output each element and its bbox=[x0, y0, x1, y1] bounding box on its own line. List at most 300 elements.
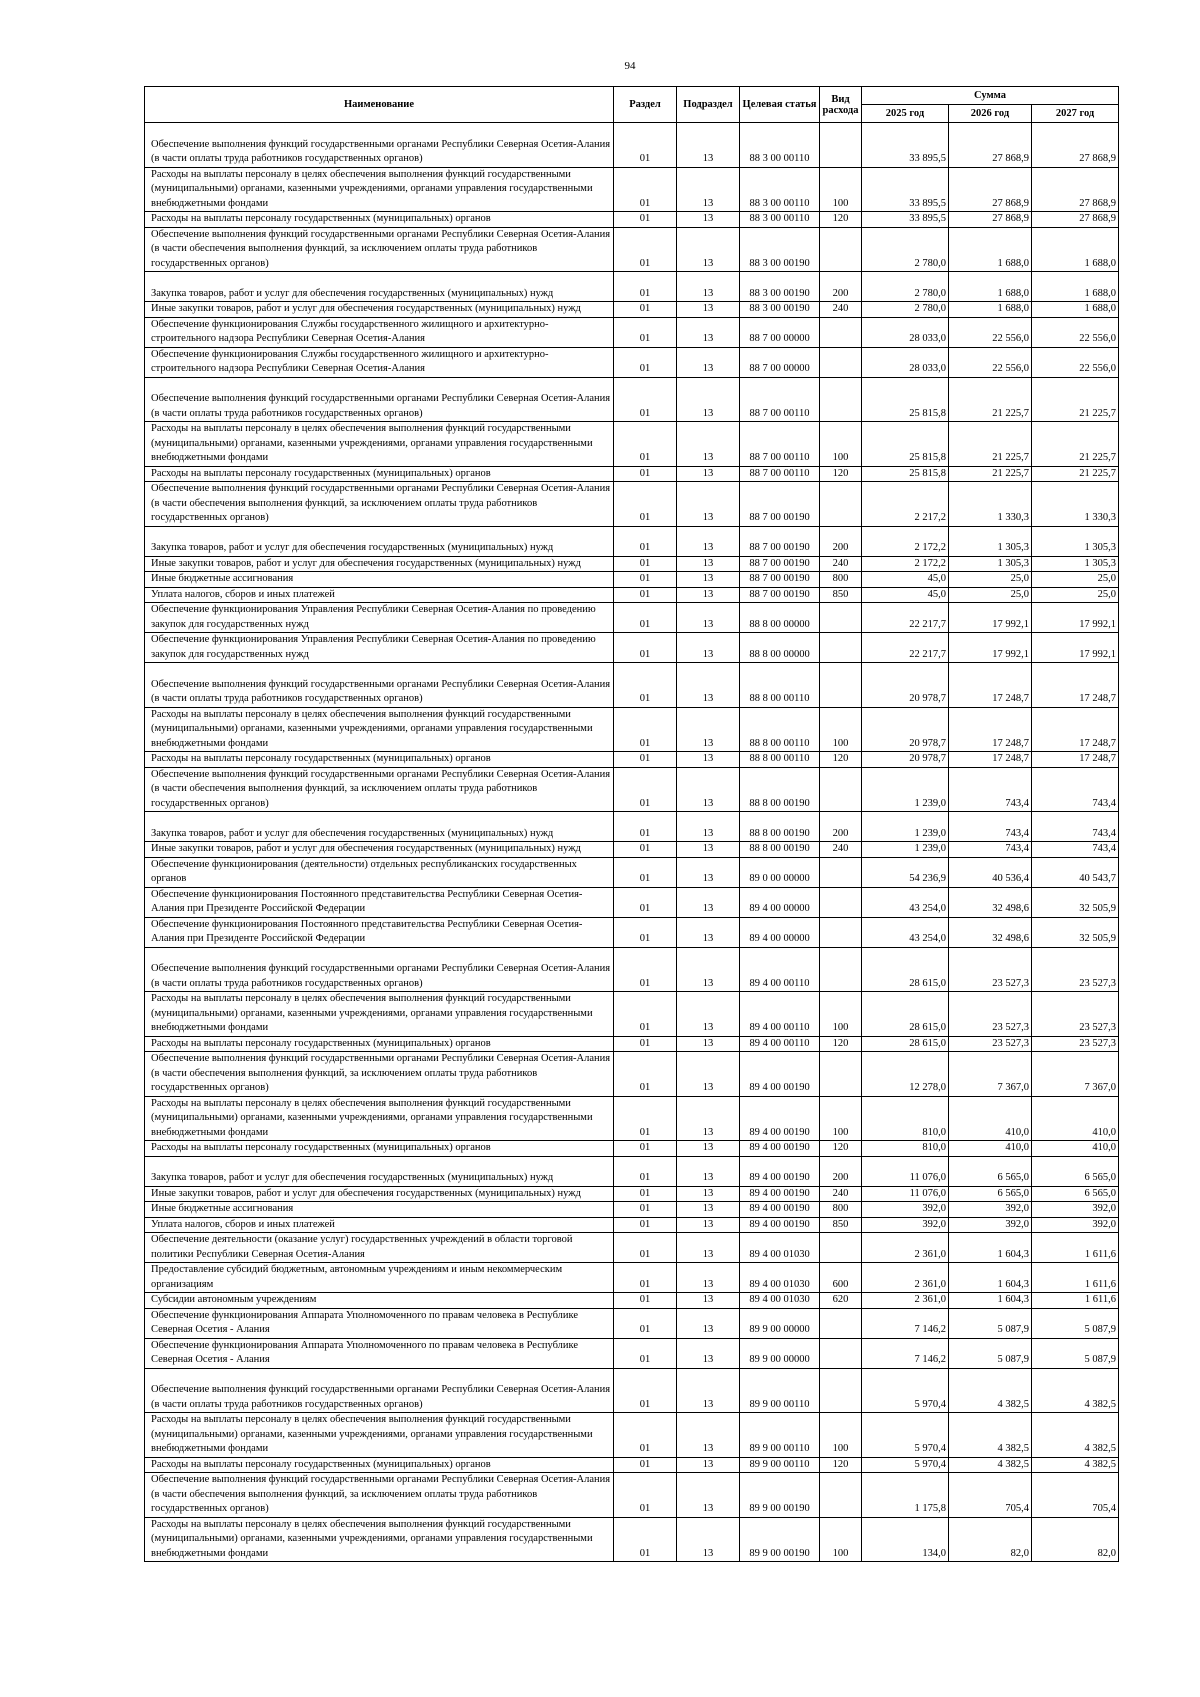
cell-2027: 23 527,3 bbox=[1032, 992, 1119, 1037]
cell-expense-type bbox=[820, 1338, 862, 1368]
cell-subsection: 13 bbox=[677, 1368, 740, 1413]
header-expense-type: Вид расхода bbox=[820, 87, 862, 123]
table-row bbox=[145, 1517, 1119, 1562]
cell-section: 01 bbox=[614, 812, 677, 842]
spacer bbox=[151, 272, 611, 287]
cell-expense-type bbox=[820, 1233, 862, 1263]
cell-target-article: 88 8 00 00000 bbox=[740, 633, 820, 663]
cell-2027: 25,0 bbox=[1032, 587, 1119, 603]
cell-target-article: 88 3 00 00190 bbox=[740, 272, 820, 302]
cell-expense-type: 100 bbox=[820, 167, 862, 212]
table-row bbox=[145, 1202, 1119, 1218]
cell-expense-type: 620 bbox=[820, 1293, 862, 1309]
cell-2026: 1 688,0 bbox=[949, 227, 1032, 272]
cell-2025: 54 236,9 bbox=[862, 857, 949, 887]
cell-expense-type bbox=[820, 917, 862, 947]
header-target-article: Целевая статья bbox=[740, 87, 820, 123]
cell-subsection: 13 bbox=[677, 812, 740, 842]
cell-2026: 1 330,3 bbox=[949, 482, 1032, 527]
cell-subsection: 13 bbox=[677, 663, 740, 708]
cell-text: Обеспечение выполнения функций государственными органами Республики Северная Осетия-Алания (в части оплаты труда работников государственных органов) bbox=[151, 678, 611, 704]
cell-2025: 810,0 bbox=[862, 1141, 949, 1157]
cell-2027: 40 543,7 bbox=[1032, 857, 1119, 887]
cell-2027: 17 248,7 bbox=[1032, 707, 1119, 752]
cell-2026: 1 305,3 bbox=[949, 556, 1032, 572]
cell-section: 01 bbox=[614, 1308, 677, 1338]
cell-name bbox=[145, 812, 614, 842]
header-sum: Сумма bbox=[862, 87, 1119, 105]
spacer bbox=[151, 1157, 611, 1172]
cell-section: 01 bbox=[614, 1457, 677, 1473]
cell-section: 01 bbox=[614, 1338, 677, 1368]
cell-target-article: 89 9 00 00190 bbox=[740, 1517, 820, 1562]
cell-expense-type: 120 bbox=[820, 1036, 862, 1052]
cell-target-article: 88 7 00 00110 bbox=[740, 466, 820, 482]
cell-text: Закупка товаров, работ и услуг для обеспечения государственных (муниципальных) нужд bbox=[151, 287, 554, 299]
cell-section: 01 bbox=[614, 123, 677, 168]
table-row bbox=[145, 752, 1119, 768]
cell-name: Расходы на выплаты персоналу в целях обеспечения выполнения функций государственными (муниципальными) органами, казенными учреждениями, органами управления государственными внебюджетными фондами bbox=[145, 1096, 614, 1141]
cell-expense-type: 600 bbox=[820, 1263, 862, 1293]
cell-target-article: 89 9 00 00110 bbox=[740, 1368, 820, 1413]
cell-2026: 27 868,9 bbox=[949, 123, 1032, 168]
cell-target-article: 88 3 00 00110 bbox=[740, 212, 820, 228]
cell-expense-type bbox=[820, 1308, 862, 1338]
cell-expense-type bbox=[820, 633, 862, 663]
cell-subsection: 13 bbox=[677, 1293, 740, 1309]
cell-name: Обеспечение функционирования Постоянного представительства Республики Северная Осетия-Алания при Президенте Российской Федерации bbox=[145, 887, 614, 917]
cell-section: 01 bbox=[614, 227, 677, 272]
table-row bbox=[145, 1368, 1119, 1413]
cell-2027: 392,0 bbox=[1032, 1217, 1119, 1233]
cell-2025: 12 278,0 bbox=[862, 1052, 949, 1097]
cell-subsection: 13 bbox=[677, 302, 740, 318]
cell-expense-type: 200 bbox=[820, 1156, 862, 1186]
cell-2025: 28 615,0 bbox=[862, 992, 949, 1037]
cell-subsection: 13 bbox=[677, 633, 740, 663]
cell-2027: 21 225,7 bbox=[1032, 422, 1119, 467]
cell-expense-type bbox=[820, 482, 862, 527]
cell-section: 01 bbox=[614, 1036, 677, 1052]
cell-subsection: 13 bbox=[677, 917, 740, 947]
cell-target-article: 89 4 00 00190 bbox=[740, 1141, 820, 1157]
cell-target-article: 89 4 00 00190 bbox=[740, 1156, 820, 1186]
cell-2026: 32 498,6 bbox=[949, 917, 1032, 947]
cell-section: 01 bbox=[614, 1473, 677, 1518]
cell-section: 01 bbox=[614, 1096, 677, 1141]
cell-2025: 45,0 bbox=[862, 587, 949, 603]
cell-expense-type: 120 bbox=[820, 466, 862, 482]
table-row bbox=[145, 227, 1119, 272]
cell-2026: 17 992,1 bbox=[949, 633, 1032, 663]
cell-2025: 7 146,2 bbox=[862, 1338, 949, 1368]
table-row bbox=[145, 123, 1119, 168]
cell-expense-type: 200 bbox=[820, 526, 862, 556]
cell-subsection: 13 bbox=[677, 767, 740, 812]
cell-subsection: 13 bbox=[677, 1186, 740, 1202]
cell-name: Обеспечение функционирования Службы государственного жилищного и архитектурно-строительного надзора Республики Северная Осетия-Алания bbox=[145, 347, 614, 377]
cell-2025: 2 217,2 bbox=[862, 482, 949, 527]
cell-target-article: 89 4 00 00000 bbox=[740, 917, 820, 947]
cell-subsection: 13 bbox=[677, 1473, 740, 1518]
spacer bbox=[151, 948, 611, 963]
cell-subsection: 13 bbox=[677, 1338, 740, 1368]
header-year-2026: 2026 год bbox=[949, 105, 1032, 123]
cell-subsection: 13 bbox=[677, 482, 740, 527]
table-row bbox=[145, 1338, 1119, 1368]
cell-2025: 1 175,8 bbox=[862, 1473, 949, 1518]
cell-target-article: 88 3 00 00190 bbox=[740, 227, 820, 272]
table-row bbox=[145, 272, 1119, 302]
table-row bbox=[145, 317, 1119, 347]
cell-expense-type bbox=[820, 123, 862, 168]
table-row bbox=[145, 556, 1119, 572]
cell-section: 01 bbox=[614, 317, 677, 347]
cell-expense-type: 200 bbox=[820, 812, 862, 842]
cell-2027: 5 087,9 bbox=[1032, 1338, 1119, 1368]
cell-target-article: 88 8 00 00190 bbox=[740, 812, 820, 842]
cell-section: 01 bbox=[614, 526, 677, 556]
cell-2027: 7 367,0 bbox=[1032, 1052, 1119, 1097]
cell-section: 01 bbox=[614, 556, 677, 572]
cell-expense-type bbox=[820, 947, 862, 992]
cell-name bbox=[145, 526, 614, 556]
cell-2026: 17 992,1 bbox=[949, 603, 1032, 633]
cell-section: 01 bbox=[614, 633, 677, 663]
cell-subsection: 13 bbox=[677, 167, 740, 212]
cell-subsection: 13 bbox=[677, 1457, 740, 1473]
cell-2027: 1 688,0 bbox=[1032, 227, 1119, 272]
cell-name: Обеспечение функционирования Управления Республики Северная Осетия-Алания по проведению закупок для государственных нужд bbox=[145, 633, 614, 663]
cell-subsection: 13 bbox=[677, 1263, 740, 1293]
cell-section: 01 bbox=[614, 466, 677, 482]
cell-expense-type: 240 bbox=[820, 842, 862, 858]
cell-2025: 20 978,7 bbox=[862, 752, 949, 768]
cell-2025: 25 815,8 bbox=[862, 466, 949, 482]
cell-target-article: 89 4 00 00190 bbox=[740, 1096, 820, 1141]
cell-section: 01 bbox=[614, 842, 677, 858]
cell-section: 01 bbox=[614, 857, 677, 887]
cell-subsection: 13 bbox=[677, 842, 740, 858]
table-row bbox=[145, 572, 1119, 588]
cell-2025: 2 361,0 bbox=[862, 1263, 949, 1293]
cell-name bbox=[145, 123, 614, 168]
spacer bbox=[151, 123, 611, 138]
cell-2026: 17 248,7 bbox=[949, 663, 1032, 708]
cell-2027: 392,0 bbox=[1032, 1202, 1119, 1218]
cell-subsection: 13 bbox=[677, 317, 740, 347]
table-row bbox=[145, 347, 1119, 377]
cell-2025: 392,0 bbox=[862, 1217, 949, 1233]
cell-2026: 410,0 bbox=[949, 1141, 1032, 1157]
table-row bbox=[145, 992, 1119, 1037]
cell-2027: 22 556,0 bbox=[1032, 317, 1119, 347]
cell-2026: 705,4 bbox=[949, 1473, 1032, 1518]
cell-2027: 6 565,0 bbox=[1032, 1156, 1119, 1186]
cell-subsection: 13 bbox=[677, 1096, 740, 1141]
table-row bbox=[145, 917, 1119, 947]
cell-2025: 1 239,0 bbox=[862, 812, 949, 842]
cell-2027: 27 868,9 bbox=[1032, 167, 1119, 212]
table-row bbox=[145, 1096, 1119, 1141]
cell-expense-type bbox=[820, 317, 862, 347]
cell-2026: 5 087,9 bbox=[949, 1308, 1032, 1338]
cell-2026: 6 565,0 bbox=[949, 1156, 1032, 1186]
cell-expense-type: 120 bbox=[820, 1141, 862, 1157]
cell-expense-type bbox=[820, 347, 862, 377]
header-name: Наименование bbox=[145, 87, 614, 123]
cell-target-article: 89 9 00 00190 bbox=[740, 1473, 820, 1518]
cell-expense-type: 100 bbox=[820, 707, 862, 752]
cell-name: Обеспечение функционирования Постоянного представительства Республики Северная Осетия-Алания при Президенте Российской Федерации bbox=[145, 917, 614, 947]
cell-2025: 810,0 bbox=[862, 1096, 949, 1141]
cell-2027: 1 305,3 bbox=[1032, 556, 1119, 572]
table-header bbox=[145, 87, 1119, 123]
cell-2026: 21 225,7 bbox=[949, 377, 1032, 422]
cell-target-article: 88 3 00 00110 bbox=[740, 123, 820, 168]
cell-2027: 25,0 bbox=[1032, 572, 1119, 588]
cell-section: 01 bbox=[614, 377, 677, 422]
table-row bbox=[145, 1217, 1119, 1233]
cell-subsection: 13 bbox=[677, 587, 740, 603]
cell-2026: 4 382,5 bbox=[949, 1368, 1032, 1413]
cell-2025: 33 895,5 bbox=[862, 212, 949, 228]
cell-subsection: 13 bbox=[677, 752, 740, 768]
cell-section: 01 bbox=[614, 1052, 677, 1097]
cell-2026: 17 248,7 bbox=[949, 752, 1032, 768]
cell-name: Субсидии автономным учреждениям bbox=[145, 1293, 614, 1309]
cell-2026: 6 565,0 bbox=[949, 1186, 1032, 1202]
cell-expense-type bbox=[820, 377, 862, 422]
cell-2027: 1 611,6 bbox=[1032, 1233, 1119, 1263]
cell-expense-type: 120 bbox=[820, 1457, 862, 1473]
cell-section: 01 bbox=[614, 1263, 677, 1293]
spacer bbox=[151, 527, 611, 542]
cell-2025: 5 970,4 bbox=[862, 1368, 949, 1413]
cell-target-article: 88 8 00 00110 bbox=[740, 752, 820, 768]
table-row bbox=[145, 857, 1119, 887]
cell-2026: 25,0 bbox=[949, 587, 1032, 603]
cell-2027: 82,0 bbox=[1032, 1517, 1119, 1562]
cell-subsection: 13 bbox=[677, 1517, 740, 1562]
cell-section: 01 bbox=[614, 1517, 677, 1562]
cell-2026: 743,4 bbox=[949, 812, 1032, 842]
cell-subsection: 13 bbox=[677, 1217, 740, 1233]
table-row bbox=[145, 526, 1119, 556]
cell-expense-type: 100 bbox=[820, 1096, 862, 1141]
cell-subsection: 13 bbox=[677, 1308, 740, 1338]
cell-section: 01 bbox=[614, 1368, 677, 1413]
cell-2025: 28 615,0 bbox=[862, 947, 949, 992]
cell-2025: 43 254,0 bbox=[862, 917, 949, 947]
cell-target-article: 88 7 00 00190 bbox=[740, 556, 820, 572]
cell-target-article: 88 8 00 00190 bbox=[740, 842, 820, 858]
cell-2026: 743,4 bbox=[949, 767, 1032, 812]
cell-name bbox=[145, 1368, 614, 1413]
cell-2027: 1 611,6 bbox=[1032, 1263, 1119, 1293]
cell-section: 01 bbox=[614, 767, 677, 812]
cell-section: 01 bbox=[614, 167, 677, 212]
cell-expense-type: 850 bbox=[820, 587, 862, 603]
cell-2025: 392,0 bbox=[862, 1202, 949, 1218]
cell-2027: 4 382,5 bbox=[1032, 1413, 1119, 1458]
cell-2025: 1 239,0 bbox=[862, 767, 949, 812]
cell-expense-type: 800 bbox=[820, 572, 862, 588]
cell-2025: 2 172,2 bbox=[862, 556, 949, 572]
cell-expense-type: 100 bbox=[820, 992, 862, 1037]
cell-2027: 1 688,0 bbox=[1032, 272, 1119, 302]
table-row bbox=[145, 587, 1119, 603]
cell-2025: 2 172,2 bbox=[862, 526, 949, 556]
cell-text: Закупка товаров, работ и услуг для обеспечения государственных (муниципальных) нужд bbox=[151, 542, 554, 553]
cell-expense-type bbox=[820, 857, 862, 887]
cell-2025: 11 076,0 bbox=[862, 1156, 949, 1186]
cell-2026: 25,0 bbox=[949, 572, 1032, 588]
cell-text: Обеспечение выполнения функций государственными органами Республики Северная Осетия-Алания (в части оплаты труда работников государственных органов) bbox=[151, 1384, 611, 1410]
cell-target-article: 88 7 00 00110 bbox=[740, 422, 820, 467]
table-row bbox=[145, 1293, 1119, 1309]
table-row bbox=[145, 1308, 1119, 1338]
cell-text: Обеспечение выполнения функций государственными органами Республики Северная Осетия-Алания (в части оплаты труда работников государственных органов) bbox=[151, 963, 611, 989]
cell-name: Обеспечение деятельности (оказание услуг) государственных учреждений в области торговой политики Республики Северная Осетия-Алания bbox=[145, 1233, 614, 1263]
cell-target-article: 89 4 00 00190 bbox=[740, 1052, 820, 1097]
cell-2025: 11 076,0 bbox=[862, 1186, 949, 1202]
table-row bbox=[145, 212, 1119, 228]
cell-name: Иные закупки товаров, работ и услуг для обеспечения государственных (муниципальных) нужд bbox=[145, 302, 614, 318]
cell-expense-type bbox=[820, 767, 862, 812]
cell-expense-type: 120 bbox=[820, 752, 862, 768]
cell-2027: 705,4 bbox=[1032, 1473, 1119, 1518]
cell-expense-type: 100 bbox=[820, 422, 862, 467]
cell-target-article: 89 4 00 01030 bbox=[740, 1263, 820, 1293]
table-row bbox=[145, 1413, 1119, 1458]
cell-2027: 4 382,5 bbox=[1032, 1368, 1119, 1413]
cell-2026: 1 604,3 bbox=[949, 1263, 1032, 1293]
cell-name: Иные закупки товаров, работ и услуг для обеспечения государственных (муниципальных) нужд bbox=[145, 1186, 614, 1202]
table-row bbox=[145, 767, 1119, 812]
cell-2027: 1 330,3 bbox=[1032, 482, 1119, 527]
cell-target-article: 89 9 00 00110 bbox=[740, 1457, 820, 1473]
cell-name: Расходы на выплаты персоналу в целях обеспечения выполнения функций государственными (муниципальными) органами, казенными учреждениями, органами управления государственными внебюджетными фондами bbox=[145, 707, 614, 752]
cell-2027: 743,4 bbox=[1032, 767, 1119, 812]
cell-2025: 134,0 bbox=[862, 1517, 949, 1562]
cell-2026: 392,0 bbox=[949, 1217, 1032, 1233]
header-subsection: Подраздел bbox=[677, 87, 740, 123]
cell-2027: 27 868,9 bbox=[1032, 212, 1119, 228]
header-section: Раздел bbox=[614, 87, 677, 123]
table-row bbox=[145, 482, 1119, 527]
cell-2027: 32 505,9 bbox=[1032, 887, 1119, 917]
cell-expense-type bbox=[820, 1368, 862, 1413]
cell-name: Расходы на выплаты персоналу государственных (муниципальных) органов bbox=[145, 1036, 614, 1052]
cell-expense-type bbox=[820, 1052, 862, 1097]
cell-text: Обеспечение выполнения функций государственными органами Республики Северная Осетия-Алания (в части оплаты труда работников государственных органов) bbox=[151, 393, 611, 419]
header-year-2027: 2027 год bbox=[1032, 105, 1119, 123]
cell-section: 01 bbox=[614, 1141, 677, 1157]
table-row bbox=[145, 887, 1119, 917]
cell-2027: 1 305,3 bbox=[1032, 526, 1119, 556]
cell-2026: 4 382,5 bbox=[949, 1413, 1032, 1458]
cell-2026: 23 527,3 bbox=[949, 947, 1032, 992]
cell-name: Обеспечение выполнения функций государственными органами Республики Северная Осетия-Алания (в части обеспечения выполнения функций, за исключением оплаты труда работников государственных органов) bbox=[145, 1052, 614, 1097]
cell-2025: 33 895,5 bbox=[862, 123, 949, 168]
cell-target-article: 89 9 00 00000 bbox=[740, 1338, 820, 1368]
cell-2025: 25 815,8 bbox=[862, 422, 949, 467]
cell-name: Обеспечение функционирования (деятельности) отдельных республиканских государственных органов bbox=[145, 857, 614, 887]
cell-section: 01 bbox=[614, 212, 677, 228]
cell-name: Иные закупки товаров, работ и услуг для обеспечения государственных (муниципальных) нужд bbox=[145, 842, 614, 858]
cell-2025: 33 895,5 bbox=[862, 167, 949, 212]
cell-section: 01 bbox=[614, 347, 677, 377]
table-row bbox=[145, 1233, 1119, 1263]
table-row bbox=[145, 167, 1119, 212]
table-row bbox=[145, 1052, 1119, 1097]
cell-2025: 2 780,0 bbox=[862, 272, 949, 302]
cell-target-article: 88 7 00 00190 bbox=[740, 526, 820, 556]
cell-2027: 21 225,7 bbox=[1032, 466, 1119, 482]
cell-2025: 2 780,0 bbox=[862, 302, 949, 318]
cell-2025: 28 033,0 bbox=[862, 317, 949, 347]
cell-2025: 43 254,0 bbox=[862, 887, 949, 917]
cell-subsection: 13 bbox=[677, 212, 740, 228]
cell-2025: 2 361,0 bbox=[862, 1233, 949, 1263]
cell-target-article: 88 8 00 00000 bbox=[740, 603, 820, 633]
cell-name: Расходы на выплаты персоналу государственных (муниципальных) органов bbox=[145, 1141, 614, 1157]
cell-name: Расходы на выплаты персоналу государственных (муниципальных) органов bbox=[145, 212, 614, 228]
table-row bbox=[145, 1457, 1119, 1473]
cell-2026: 21 225,7 bbox=[949, 422, 1032, 467]
cell-2027: 1 688,0 bbox=[1032, 302, 1119, 318]
cell-2027: 6 565,0 bbox=[1032, 1186, 1119, 1202]
cell-2026: 1 604,3 bbox=[949, 1293, 1032, 1309]
cell-target-article: 89 9 00 00000 bbox=[740, 1308, 820, 1338]
cell-target-article: 88 3 00 00190 bbox=[740, 302, 820, 318]
cell-subsection: 13 bbox=[677, 123, 740, 168]
cell-2026: 410,0 bbox=[949, 1096, 1032, 1141]
cell-subsection: 13 bbox=[677, 1036, 740, 1052]
cell-2025: 22 217,7 bbox=[862, 633, 949, 663]
cell-2025: 22 217,7 bbox=[862, 603, 949, 633]
cell-name bbox=[145, 947, 614, 992]
cell-name: Обеспечение выполнения функций государственными органами Республики Северная Осетия-Алания (в части обеспечения выполнения функций, за исключением оплаты труда работников государственных органов) bbox=[145, 767, 614, 812]
cell-subsection: 13 bbox=[677, 572, 740, 588]
cell-target-article: 89 4 00 00190 bbox=[740, 1202, 820, 1218]
cell-subsection: 13 bbox=[677, 1202, 740, 1218]
cell-subsection: 13 bbox=[677, 377, 740, 422]
cell-target-article: 89 9 00 00110 bbox=[740, 1413, 820, 1458]
spacer bbox=[151, 812, 611, 827]
cell-2026: 392,0 bbox=[949, 1202, 1032, 1218]
cell-name: Обеспечение функционирования Управления Республики Северная Осетия-Алания по проведению закупок для государственных нужд bbox=[145, 603, 614, 633]
cell-name bbox=[145, 663, 614, 708]
cell-expense-type bbox=[820, 603, 862, 633]
table-row bbox=[145, 1263, 1119, 1293]
cell-name: Расходы на выплаты персоналу в целях обеспечения выполнения функций государственными (муниципальными) органами, казенными учреждениями, органами управления государственными внебюджетными фондами bbox=[145, 167, 614, 212]
cell-section: 01 bbox=[614, 1156, 677, 1186]
cell-2026: 1 305,3 bbox=[949, 526, 1032, 556]
table-row bbox=[145, 663, 1119, 708]
cell-name: Уплата налогов, сборов и иных платежей bbox=[145, 1217, 614, 1233]
cell-expense-type bbox=[820, 227, 862, 272]
cell-2025: 20 978,7 bbox=[862, 663, 949, 708]
cell-2026: 1 604,3 bbox=[949, 1233, 1032, 1263]
cell-target-article: 88 7 00 00190 bbox=[740, 572, 820, 588]
cell-section: 01 bbox=[614, 1413, 677, 1458]
cell-2026: 21 225,7 bbox=[949, 466, 1032, 482]
cell-expense-type: 100 bbox=[820, 1413, 862, 1458]
cell-2025: 25 815,8 bbox=[862, 377, 949, 422]
cell-subsection: 13 bbox=[677, 1413, 740, 1458]
